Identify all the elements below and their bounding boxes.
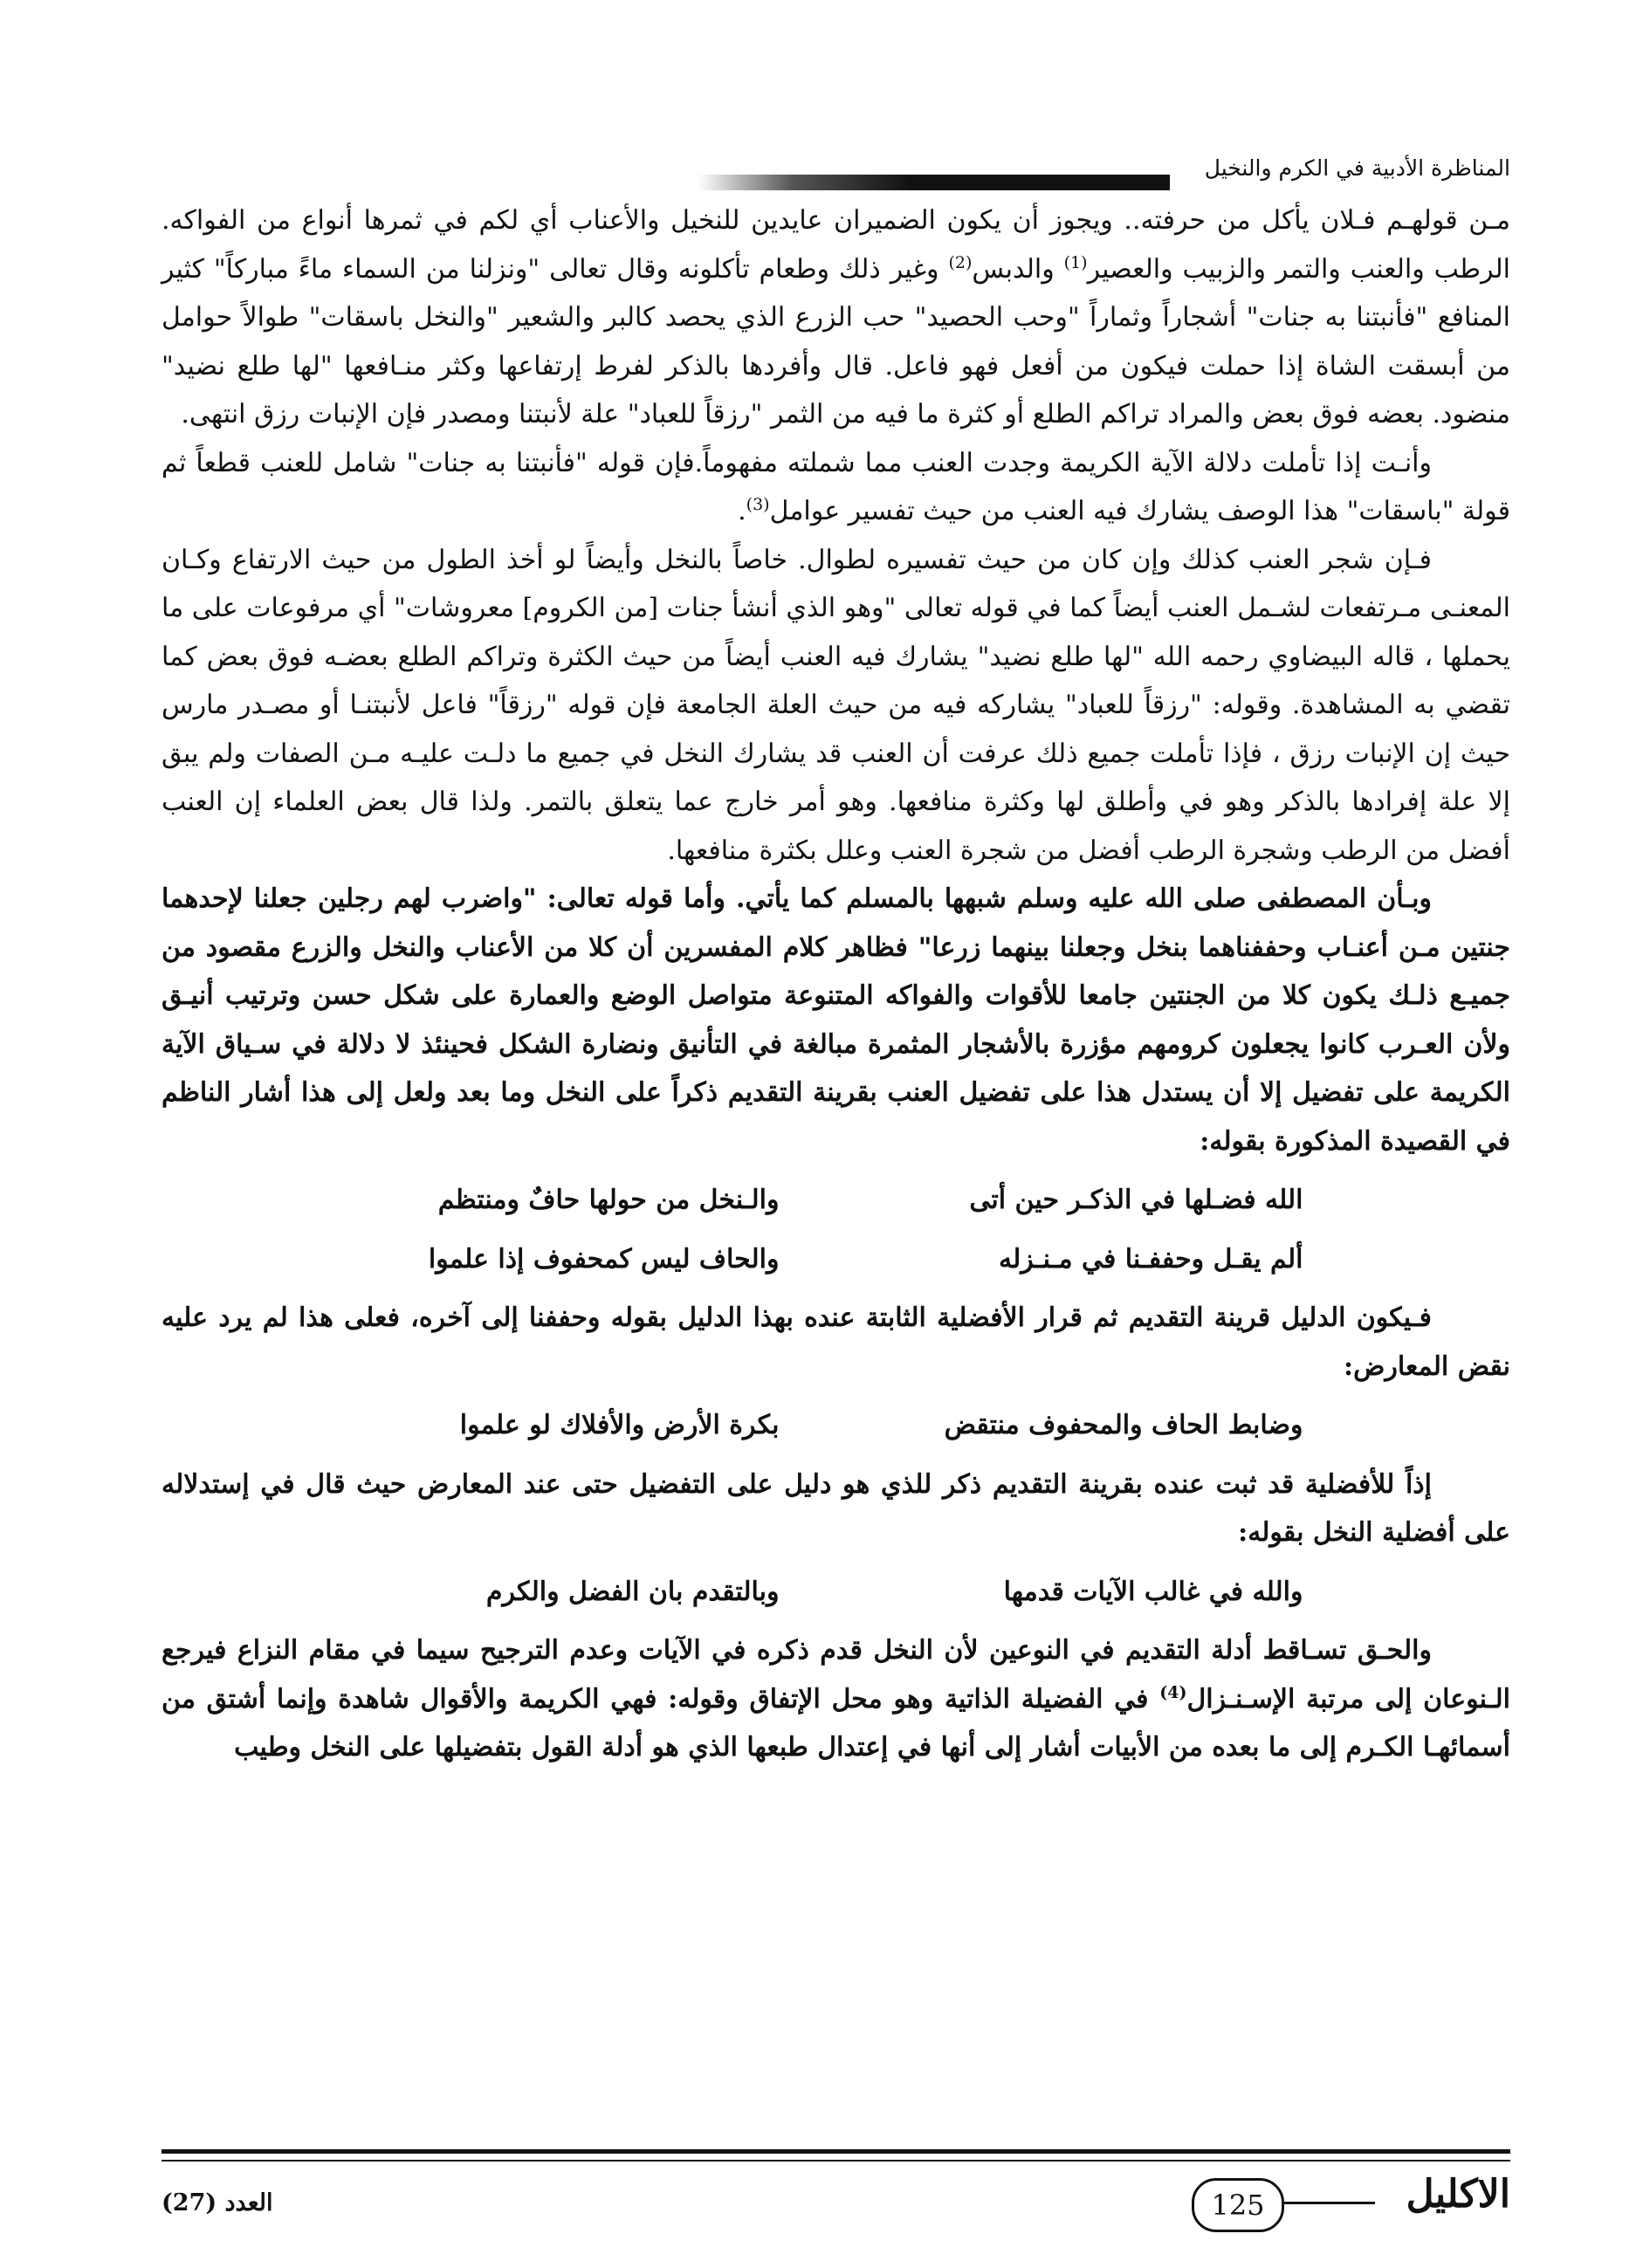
footer-rule xyxy=(162,2149,1510,2154)
page-number: 125 xyxy=(1192,2178,1284,2232)
verse-hemistich-left: بكرة الأرض والأفلاك لو علموا xyxy=(459,1410,780,1440)
paragraph-text: فـإن شجر العنب كذلك وإن كان من حيث تفسيره لطوال. خاصاً بالنخل وأيضاً لو أخذ الطول من حيث الارتفاع وكـان المعنـى مـرتفعات لشـمل العنب أيضاً كما في قوله تعالى "وهو الذي أنشأ جنات [من الكروم] معروشات" أي مرفوعات على ما يحملها ، قاله البيضاوي رحمه الله "لها طلع نضيد" يشارك فيه العنب أيضاً من حيث الكثرة وتراكم الطلع بعضـه فوق بعض كما تقضي به المشاهدة. وقوله: "رزقاً للعباد" يشاركه فيه من حيث العلة الجامعة فإن قوله "رزقاً" فاعل لأنبتنـا أو مصـدر مارس حيث إن الإنبات رزق ، فإذا تأملت جميع ذلك عرفت أن العنب قد يشارك النخل في جميع ما دلـت عليـه مـن الصفات ولم يبق إلا علة إفرادها بالذكر وهو في وأطلق لها وكثرة منافعها. وهو أمر خارج عما يتعلق بالتمر. ولذا قال بعض العلماء إن العنب أفضل من الرطب وشجرة الرطب أفضل من شجرة العنب وعلل بكثرة منافعها. xyxy=(162,544,1510,866)
verse-hemistich-left: والحاف ليس كمحفوف إذا علموا xyxy=(428,1243,780,1275)
verse-hemistich-left: والـنخل من حولها حافٌ ومنتظم xyxy=(437,1185,780,1215)
footnote-ref-4[interactable]: (4) xyxy=(1159,1682,1187,1702)
verse-hemistich-right: الله فضـلها في الذكـر حين أتى xyxy=(969,1185,1303,1215)
paragraph-text: وأنـت إذا تأملت دلالة الآية الكريمة وجدت العنب مما شملته مفهوماً.فإن قوله "فأنبتنا به جنات" شامل للعنب قطعاً ثم قولة "باسقات" هذا الوصف يشارك فيه العنب من حيث تفسير عوامل xyxy=(162,447,1510,526)
paragraph-7 xyxy=(162,1626,1510,1772)
paragraph-3 xyxy=(162,536,1510,876)
paragraph-text: وبـأن المصطفى صلى الله عليه وسلم شبهها بالمسلم كما يأتي. وأما قوله تعالى: "واضرب لهم رجلين جعلنا لإحدهما جنتين مـن أعنـاب وحففناهما بنخل وجعلنا بينهما زرعا" فظاهر كلام المفسرين أن كلا من الأعناب والنخل والزرع مقصود من جميـع ذلـك يكون كلا من الجنتين جامعا للأقوات والفواكه المتنوعة متواصل الوضع والعمارة على شكل حسن وترتيب أنيـق ولأن العـرب كانوا يجعلون كرومهم مؤزرة بالأشجار المثمرة مبالغة في التأنيق ونضارة الشكل فحينئذ لا دلالة في سـياق الآية الكريمة على تفضيل إلا أن يستدل هذا على تفضيل العنب بقرينة التقديم ذكراً على النخل وما بعد ولعل إلى هذا أشار الناظم في القصيدة المذكورة بقوله: xyxy=(162,883,1510,1157)
verse-line xyxy=(162,1401,1510,1450)
paragraph-text: وغير ذلك وطعام تأكلونه وقال تعالى "ونزلنا من السماء ماءً مباركاً" كثير المنافع "فأنبتنا به جنات" أشجاراً وثماراً "وحب الحصيد" حب الزرع الذي يحصد كالبر والشعير "والنخل باسقات" طوالاً حوامل من أبسقت الشاة إذا حملت فيكون من أفعل فهو فاعل. قال وأفردها بالذكر لفرط إرتفاعها وكثر منـافعها "لها طلع نضيد" منضود. بعضه فوق بعض والمراد تراكم الطلع أو كثرة ما فيه من الثمر "رزقاً للعباد" علة لأنبتنا ومصدر فإن الإنبات رزق انتهى. xyxy=(162,253,1510,430)
paragraph-text: مـن قولهـم فـلان يأكل من حرفته.. ويجوز أن يكون الضميران عايدين للنخيل والأعناب أي لكم في ثمرها أنواع من الفواكه. الرطب والعنب والتمر والزبيب والعصير xyxy=(162,205,1510,285)
verse-hemistich-right: وضابط الحاف والمحفوف منتقض xyxy=(944,1410,1303,1440)
header-rule xyxy=(698,175,1170,190)
verse-line xyxy=(162,1176,1510,1225)
footer-ornament-line xyxy=(1283,2202,1375,2204)
footnote-ref-2[interactable]: (2) xyxy=(948,252,973,272)
running-header-title: المناظرة الأدبية في الكرم والنخيل xyxy=(1204,155,1510,181)
paragraph-text: والدبس xyxy=(972,253,1064,285)
paragraph-4 xyxy=(162,875,1510,1165)
paragraph-text: والحـق تسـاقط أدلة التقديم في النوعين لأن النخل قدم ذكره في الآيات وعدم الترجيح سيما في مقام النزاع فيرجع الـنوعان إلى مرتبة الإسـنـزال xyxy=(162,1635,1510,1715)
issue-number: العدد (27) xyxy=(162,2189,273,2216)
footnote-ref-1[interactable]: (1) xyxy=(1063,252,1088,272)
paragraph-text: . xyxy=(738,496,746,526)
paragraph-text: في الفضيلة الذاتية وهو محل الإتفاق وقوله: فهي الكريمة والأقوال شاهدة وإنما أشتق من أسمائهـا الكـرم إلى ما بعده من الأبيات أشار إلى أنها في إعتدال طبعها الذي هو أدلة القول بتفضيلها على النخل وطيب xyxy=(162,1683,1510,1763)
paragraph-2 xyxy=(162,439,1510,536)
verse-hemistich-left: وبالتقدم بان الفضل والكرم xyxy=(485,1576,780,1607)
footer-rule-thin xyxy=(162,2160,1510,2161)
footnote-ref-3[interactable]: (3) xyxy=(746,495,770,514)
verse-line xyxy=(162,1568,1510,1617)
paragraph-5: فـيكون الدليل قرينة التقديم ثم قرار الأفضلية الثابتة عنده بهذا الدليل بقوله وحففنا إلى آخره، فعلى هذا لم يرد عليه نقض المعارض: xyxy=(162,1302,1510,1382)
verse-hemistich-right: ألم يقـل وحففـنا في مـنـزله xyxy=(999,1243,1303,1275)
body-text xyxy=(162,196,1510,1772)
verse-line xyxy=(162,1235,1510,1284)
paragraph-1 xyxy=(162,196,1510,439)
paragraph-6: إذاً للأفضلية قد ثبت عنده بقرينة التقديم ذكر للذي هو دليل على التفضيل حتى عند المعارض حيث قال في إستدلاله على أفضلية النخل بقوله: xyxy=(162,1468,1510,1548)
journal-title: الاكليل xyxy=(1406,2172,1510,2216)
verse-hemistich-right: والله في غالب الآيات قدمها xyxy=(1003,1576,1303,1607)
